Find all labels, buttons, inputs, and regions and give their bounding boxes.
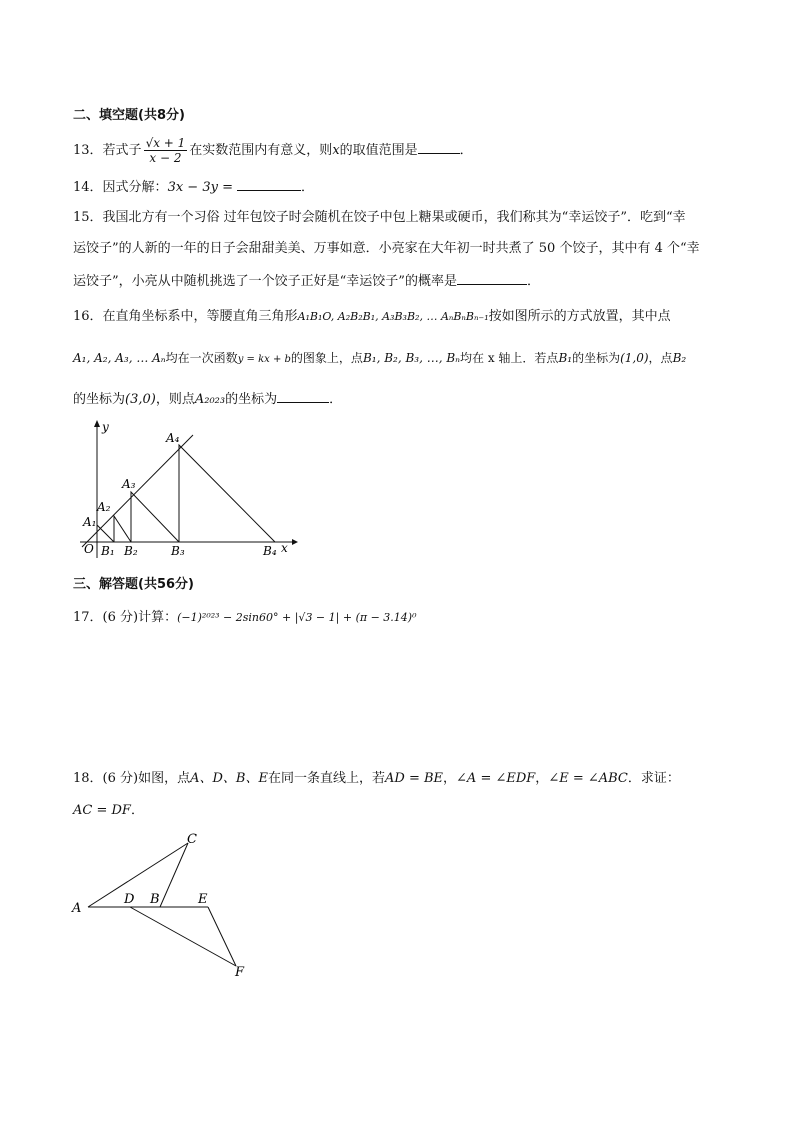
- question-16-line-2: [73, 350, 686, 368]
- q15-answer-blank[interactable]: [457, 272, 527, 285]
- q16-number: 16．: [73, 309, 103, 324]
- q13-numerator: √x + 1: [145, 136, 186, 150]
- label-b: B: [150, 892, 160, 907]
- segment-cb: [160, 843, 188, 907]
- q18-points-list: A、D、B、E: [190, 771, 268, 786]
- q13-number: 13．: [73, 143, 103, 158]
- x-axis-arrow-icon: [292, 539, 298, 545]
- q16-text-j: ，点: [648, 351, 673, 365]
- q16-b2: B₂: [672, 351, 687, 365]
- q16-text-d: 的图象上，点: [290, 351, 363, 365]
- q18-points: (6 分): [102, 771, 139, 786]
- q17-points: (6 分): [102, 610, 139, 625]
- label-x-axis: x: [281, 541, 288, 555]
- label-a3: A₃: [122, 477, 136, 491]
- q16-figure: [70, 415, 310, 565]
- question-16-line-3: [73, 390, 342, 408]
- question-17: [73, 610, 417, 626]
- q18-figure: [68, 828, 258, 983]
- q18-condition-3: ∠E = ∠ABC: [548, 771, 628, 786]
- label-b2: B₂: [124, 544, 138, 558]
- q14-end: ．: [300, 180, 314, 195]
- q16-points-a: A₁, A₂, A₃, … Aₙ: [73, 351, 166, 365]
- q14-text: 因式分解：: [102, 180, 168, 195]
- q16-b2-coord: (3,0): [125, 392, 156, 407]
- q16-text-c: 按如图所示的方式放置，其中点: [488, 309, 671, 324]
- function-line: [82, 435, 193, 547]
- label-y-axis: y: [102, 420, 109, 434]
- q13-denominator: x − 2: [149, 151, 182, 165]
- q16-triangles: A₁B₁O, A₂B₂B₁, A₃B₃B₂, … AₙBₙBₙ₋₁: [297, 310, 489, 323]
- question-15-line-3: [73, 272, 540, 290]
- q16-function: y = kx + b: [237, 354, 291, 365]
- q13-answer-blank[interactable]: [418, 141, 460, 154]
- question-15-line-1: [73, 210, 686, 226]
- q13-suffix: 在实数范围内有意义，则: [189, 143, 333, 158]
- q18-number: 18．: [73, 771, 103, 786]
- question-14: [73, 178, 314, 196]
- q13-fraction: [144, 136, 188, 165]
- q18-goal: AC = DF: [73, 803, 131, 818]
- q18-condition-1: AD = BE: [385, 771, 444, 786]
- q16-text-3e: 的坐标为: [225, 392, 278, 407]
- label-e: E: [198, 892, 208, 907]
- triangle-1: [97, 525, 114, 542]
- q15-line1: 我国北方有一个习俗 过年包饺子时会随机在饺子中包上糖果或硬币，我们称其为“幸运饺子”．吃到“幸: [102, 210, 686, 225]
- section-heading-solve: 三、解答题(共56分): [73, 577, 194, 592]
- question-18-line-1: [73, 771, 680, 787]
- q17-expression: (−1)²⁰²³ − 2sin60° + |√3 − 1| + (π − 3.14)⁰: [177, 611, 417, 624]
- q17-number: 17．: [73, 610, 103, 625]
- q14-number: 14．: [73, 180, 103, 195]
- label-b3: B₃: [171, 544, 185, 558]
- q18-condition-2: ∠A = ∠EDF: [456, 771, 536, 786]
- label-a4: A₄: [166, 431, 180, 445]
- label-a: A: [72, 901, 82, 916]
- q13-tail: 的取值范围是: [339, 143, 418, 158]
- question-13: [73, 136, 473, 165]
- q17-text: 计算：: [138, 610, 178, 625]
- label-d: D: [124, 892, 135, 907]
- label-f: F: [235, 965, 245, 980]
- section-heading-fill-blank: 二、填空题(共8分): [73, 108, 185, 123]
- label-b4: B₄: [263, 544, 277, 558]
- q18-comma-2: ，: [535, 771, 549, 786]
- q15-end: ．: [526, 274, 540, 289]
- label-c: C: [187, 832, 197, 847]
- q18-comma-1: ，: [443, 771, 457, 786]
- segment-ac: [88, 843, 188, 907]
- q18-end: ．: [130, 803, 144, 818]
- q16-text-a: 在直角坐标系中，等腰直角三角形: [102, 309, 298, 324]
- q16-b1-coord: (1,0): [620, 351, 649, 365]
- q16-a2023: A₂₀₂₃: [194, 392, 226, 407]
- q13-end: ．: [459, 143, 473, 158]
- q13-variable: x: [332, 143, 340, 158]
- label-a2: A₂: [97, 500, 111, 514]
- q16-text-b: 均在一次函数: [165, 351, 238, 365]
- q15-number: 15．: [73, 210, 103, 225]
- segment-ef: [208, 907, 236, 966]
- label-origin: O: [84, 542, 94, 556]
- question-15-line-2: 运饺子”的人新的一年的日子会甜甜美美、万事如意．小亮家在大年初一时共煮了 50 个饺子，其中有 4 个“幸: [73, 241, 700, 256]
- q16-text-h: 的坐标为: [572, 351, 621, 365]
- triangle-2: [114, 516, 131, 542]
- question-16-line-1: [73, 309, 671, 325]
- q14-expression: 3x − 3y =: [167, 180, 233, 195]
- y-axis-arrow-icon: [94, 420, 100, 427]
- triangle-4: [179, 445, 275, 542]
- q18-text-c: 在同一条直线上，若: [267, 771, 385, 786]
- question-18-line-2: [73, 803, 144, 819]
- q16-answer-blank[interactable]: [277, 390, 329, 403]
- q18-prove: ．求证：: [627, 771, 680, 786]
- q16-points-b: B₁, B₂, B₃, …, Bₙ: [362, 351, 461, 365]
- q13-prefix: 若式子: [102, 143, 142, 158]
- q16-end: ．: [329, 392, 343, 407]
- segment-df: [130, 907, 236, 966]
- q18-text-a: 如图，点: [138, 771, 191, 786]
- q15-line3: 运饺子”，小亮从中随机挑选了一个饺子正好是“幸运饺子”的概率是: [73, 274, 457, 289]
- label-a1: A₁: [83, 515, 97, 529]
- q16-text-3c: ，则点: [155, 392, 195, 407]
- q16-text-f: 均在 x 轴上．若点: [460, 351, 559, 365]
- q16-text-3a: 的坐标为: [73, 392, 126, 407]
- q16-b1: B₁: [558, 351, 573, 365]
- label-b1: B₁: [101, 544, 115, 558]
- triangle-3: [131, 492, 179, 542]
- q14-answer-blank[interactable]: [237, 178, 301, 191]
